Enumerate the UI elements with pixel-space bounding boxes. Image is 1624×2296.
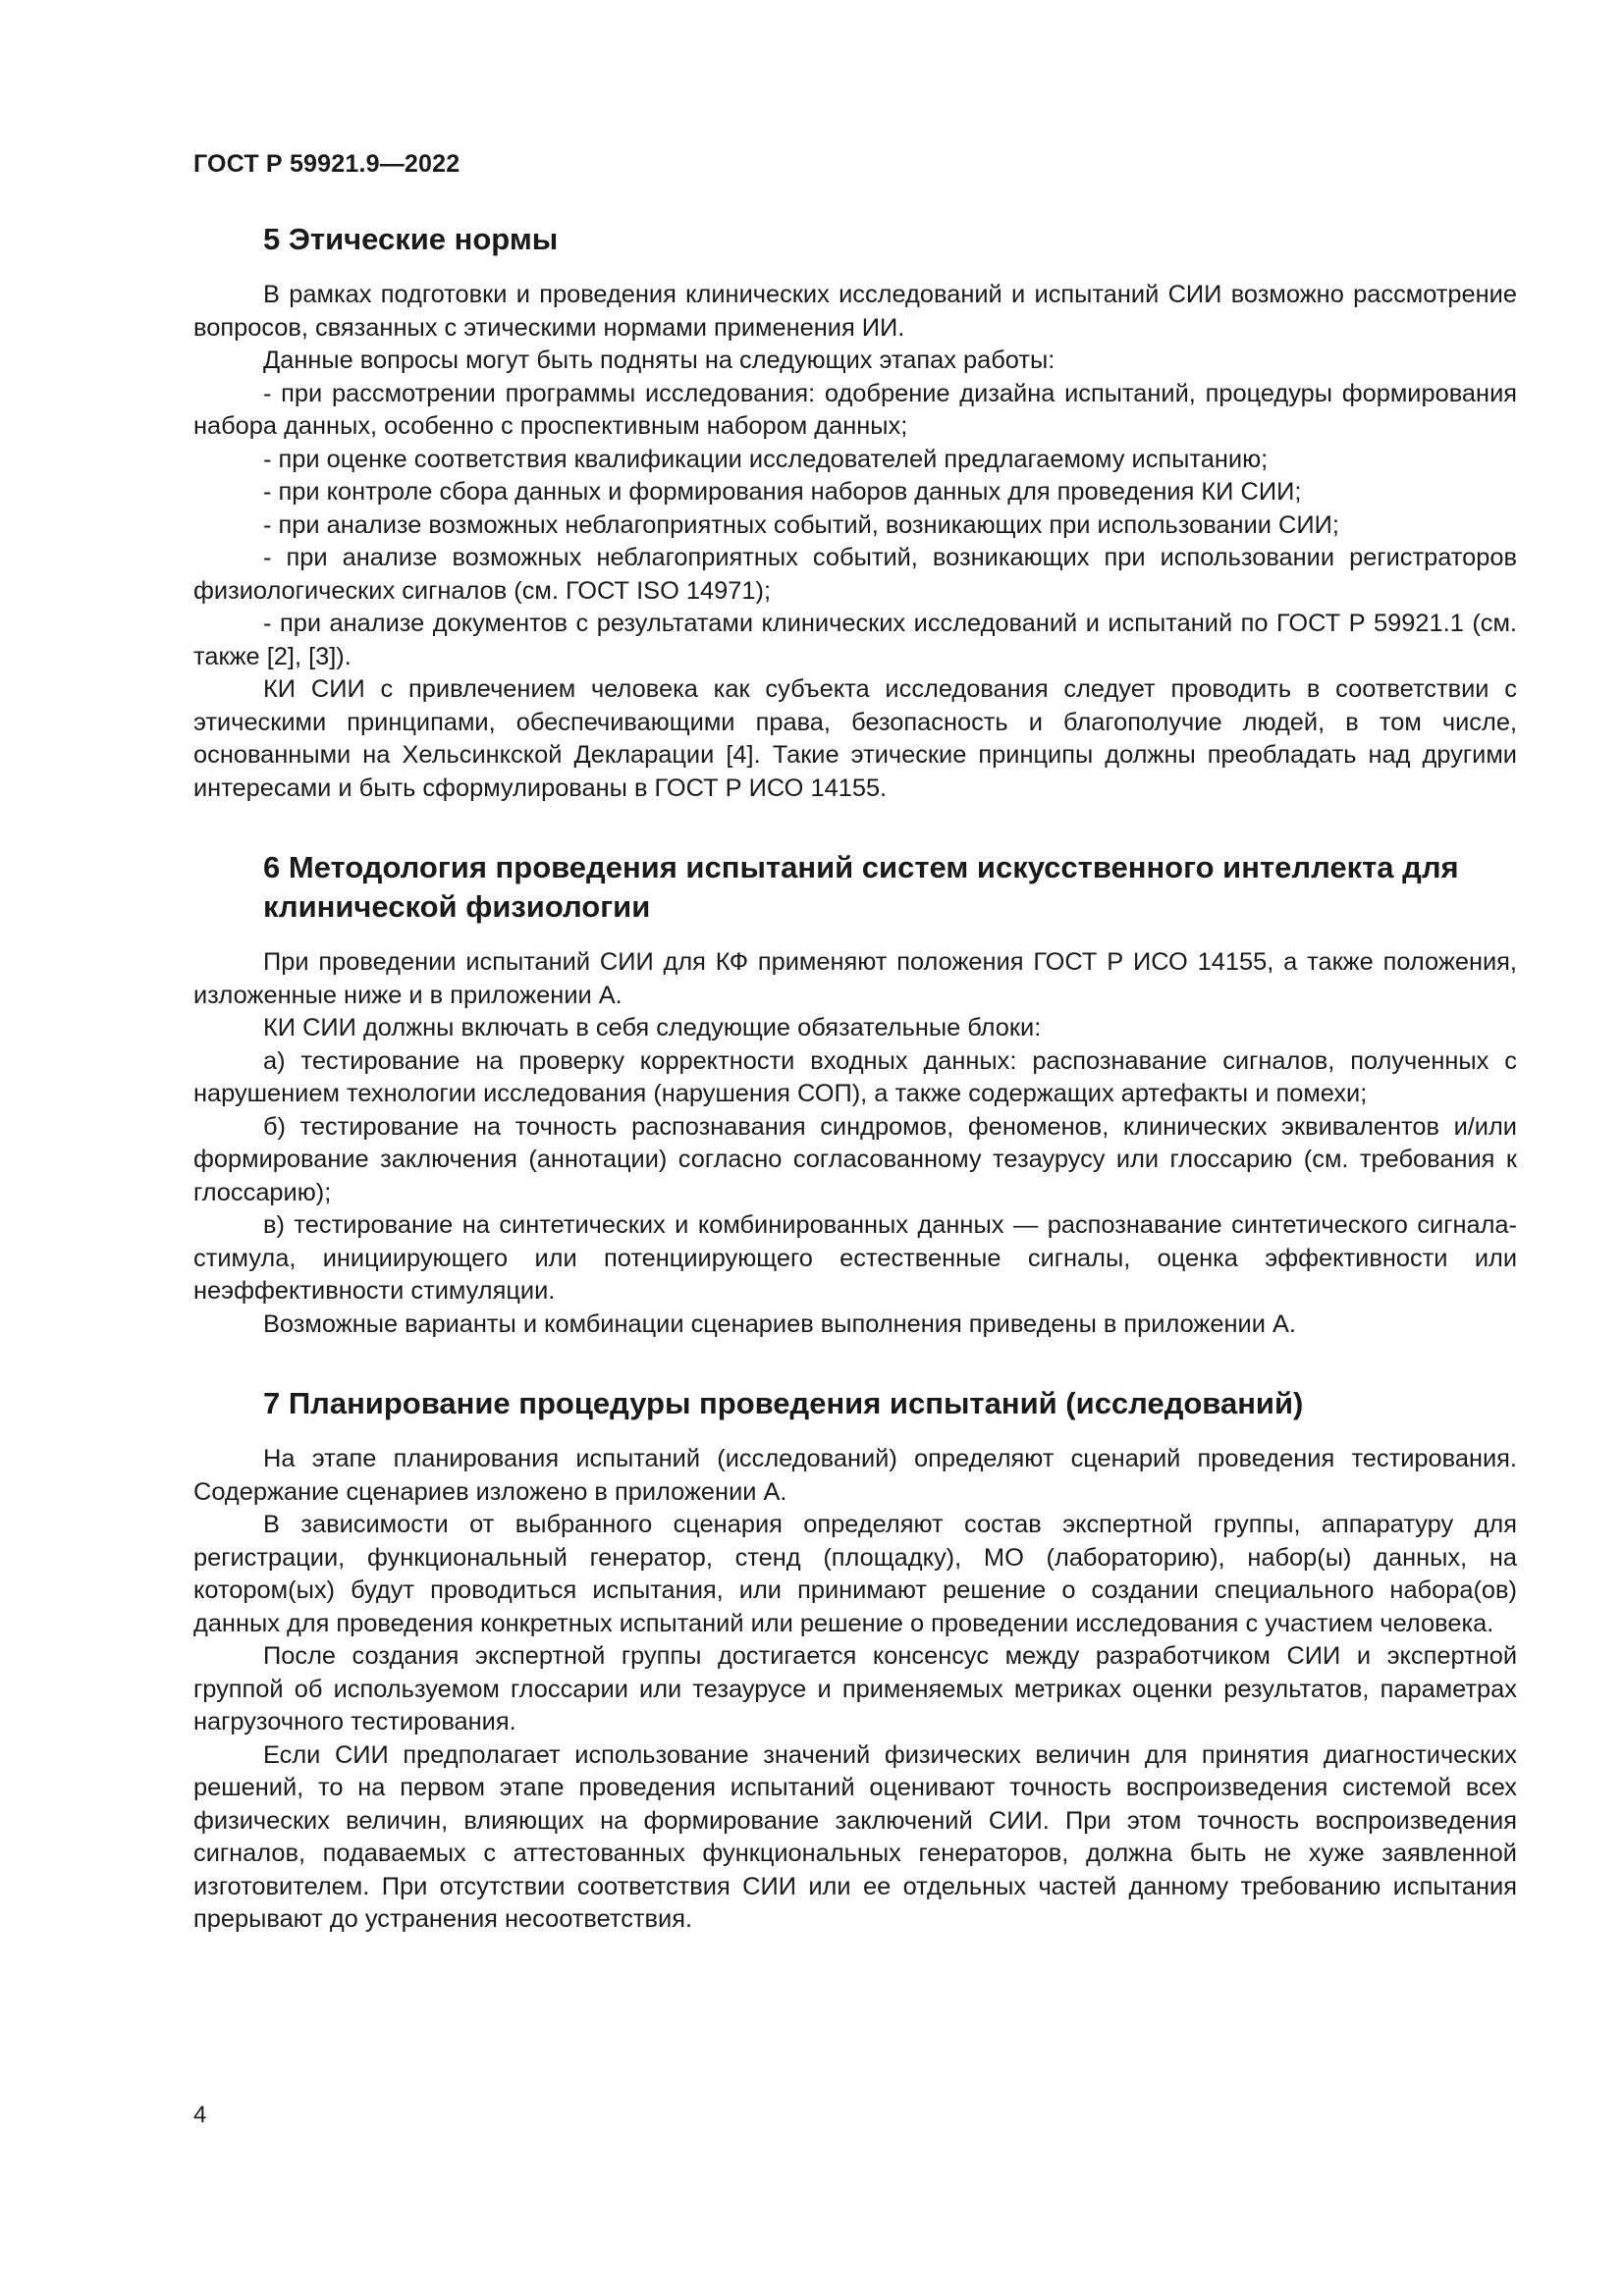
list-item: в) тестирование на синтетических и комбинированных данных — распознавание синтетического сигнала-стимула, инициирующего или потенциирующего естественные сигналы, оценка эффективности или неэффективности стимуляции. [193,1211,1517,1305]
list-item: - при рассмотрении программы исследования: одобрение дизайна испытаний, процедуры формирования набора данных, особенно с проспективным набором данных; [193,379,1517,440]
paragraph: Возможные варианты и комбинации сценариев выполнения приведены в приложении А. [263,1309,1296,1338]
list-item: - при анализе возможных неблагоприятных событий, возникающих при использовании регистраторов физиологических сигналов (см. ГОСТ ISO 14971); [193,544,1517,605]
paragraph: В зависимости от выбранного сценария определяют состав экспертной группы, аппаратуру для регистрации, функциональный генератор, стенд (площадку), МО (лабораторию), набор(ы) данных, на котором(ых) будут проводиться испытания, или принимают решение о создании специального набора(ов) данных для проведения конкретных испытаний или решение о проведении исследования с участием человека. [193,1511,1517,1637]
list-item: - при оценке соответствия квалификации исследователей предлагаемому испытанию; [263,445,1269,473]
list-item: - при анализе документов с результатами клинических исследований и испытаний по ГОСТ Р 59921.1 (см. также [2], [3]). [193,610,1517,670]
section-heading: 5 Этические нормы [263,222,559,256]
paragraph: На этапе планирования испытаний (исследований) определяют сценарий проведения тестирования. Содержание сценариев изложено в приложении А. [193,1445,1517,1506]
paragraph: При проведении испытаний СИИ для КФ применяют положения ГОСТ Р ИСО 14155, а также положения, изложенные ниже и в приложении А. [193,948,1517,1009]
list-item: а) тестирование на проверку корректности входных данных: распознавание сигналов, полученных с нарушением технологии исследования (нарушения СОП), а также содержащих артефакты и помехи; [193,1046,1517,1107]
list-item: - при контроле сбора данных и формирования наборов данных для проведения КИ СИИ; [263,478,1302,506]
paragraph: Если СИИ предполагает использование значений физических величин для принятия диагностических решений, то на первом этапе проведения испытаний оценивают точность воспроизведения системой всех физических величин, влияющих на формирование заключений СИИ. При этом точность воспроизведения сигналов, подаваемых с аттестованных функциональных генераторов, должна быть не хуже заявленной изготовителем. При отсутствии соответствия СИИ или ее отдельных частей данному требованию испытания прерывают до устранения несоответствия. [193,1740,1517,1933]
standard-designation: ГОСТ Р 59921.9—2022 [193,150,460,178]
paragraph: КИ СИИ с привлечением человека как субъекта исследования следует проводить в соответствии с этическими принципами, обеспечивающими права, безопасность и благополучие людей, в том числе, основанными на Хельсинкской Декларации [4]. Такие этические принципы должны преобладать над другими интересами и быть сформулированы в ГОСТ Р ИСО 14155. [193,675,1517,802]
paragraph: В рамках подготовки и проведения клинических исследований и испытаний СИИ возможно рассмотрение вопросов, связанных с этическими нормами применения ИИ. [193,281,1517,342]
section-7-planning [193,1384,1517,1937]
page-number: 4 [193,2102,207,2128]
section-heading: 6 Методология проведения испытаний систем искусственного интеллекта для клинической физиологии [263,850,1459,924]
section-5-ethics [193,220,1517,805]
section-heading: 7 Планирование процедуры проведения испытаний (исследований) [263,1386,1304,1420]
section-6-methodology [193,848,1517,1341]
list-item: - при анализе возможных неблагоприятных событий, возникающих при использовании СИИ; [263,510,1339,539]
list-item: б) тестирование на точность распознавания синдромов, феноменов, клинических эквивалентов и/или формирование заключения (аннотации) согласно согласованному тезаурусу или глоссарию (см. требования к глоссарию); [193,1112,1517,1206]
document-body [193,220,1517,1937]
paragraph: Данные вопросы могут быть подняты на следующих этапах работы: [263,347,1056,374]
paragraph: КИ СИИ должны включать в себя следующие обязательные блоки: [263,1014,1042,1041]
paragraph: После создания экспертной группы достигается консенсус между разработчиком СИИ и экспертной группой об используемом глоссарии или тезаурусе и применяемых метриках оценки результатов, параметрах нагрузочного тестирования. [193,1642,1517,1735]
